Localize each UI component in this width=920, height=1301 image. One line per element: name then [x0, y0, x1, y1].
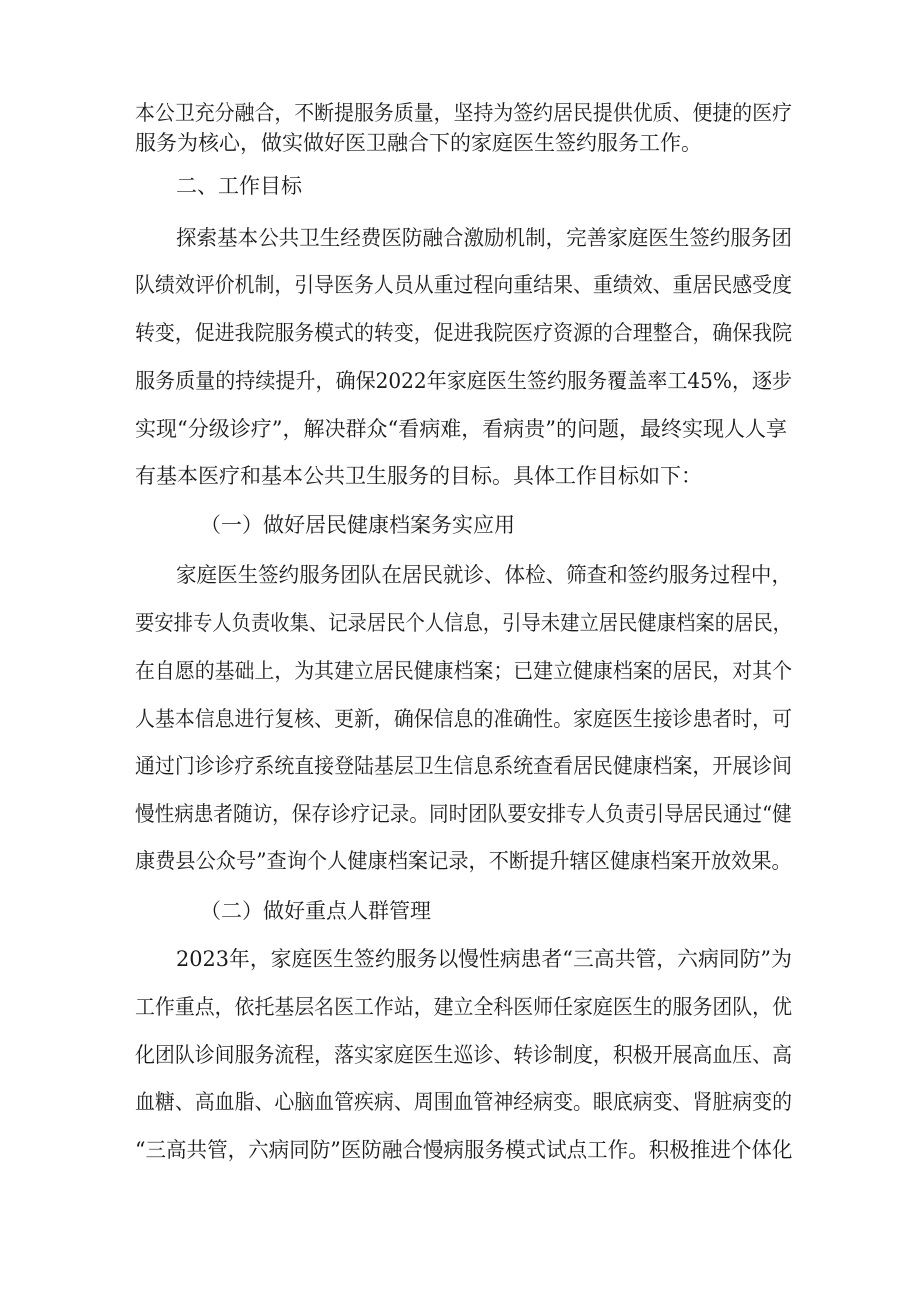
- body-line: 通过门诊诊疗系统直接登陆基层卫生信息系统查看居民健康档案，开展诊间: [135, 754, 792, 778]
- body-line: 队绩效评价机制，引导医务人员从重过程向重结果、重绩效、重居民感受度: [135, 273, 792, 297]
- subsection-heading: （一）做好居民健康档案务实应用: [200, 513, 515, 537]
- paragraph-first-line: 2023年，家庭医生签约服务以慢性病患者“三高共管，六病同防”为: [176, 947, 792, 971]
- body-line: 化团队诊间服务流程，落实家庭医生巡诊、转诊制度，积极开展高血压、高: [135, 1043, 792, 1067]
- subsection-heading: （二）做好重点人群管理: [200, 899, 431, 923]
- body-line: 慢性病患者随访，保存诊疗记录。同时团队要安排专人负责引导居民通过“健: [135, 802, 792, 826]
- paragraph-first-line: 探索基本公共卫生经费医防融合激励机制，完善家庭医生签约服务团: [176, 226, 792, 250]
- body-line: “三高共管，六病同防”医防融合慢病服务模式试点工作。积极推进个体化: [135, 1138, 793, 1162]
- body-line: 有基本医疗和基本公共卫生服务的目标。具体工作目标如下：: [135, 464, 702, 488]
- body-line: 本公卫充分融合，不断提服务质量，坚持为签约居民提供优质、便捷的医疗: [135, 101, 792, 125]
- section-heading: 二、工作目标: [176, 174, 302, 198]
- body-line: 实现“分级诊疗”，解决群众“看病难，看病贵”的问题，最终实现人人享: [135, 417, 787, 441]
- body-line: 血糖、高血脂、心脑血管疾病、周围血管神经病变。眼底病变、肾脏病变的: [135, 1090, 792, 1114]
- body-line: 要安排专人负责收集、记录居民个人信息，引导未建立居民健康档案的居民，: [135, 611, 792, 635]
- body-line: 工作重点，依托基层名医工作站，建立全科医师任家庭医生的服务团队，优: [135, 995, 792, 1019]
- body-line: 服务质量的持续提升，确保2022年家庭医生签约服务覆盖率工45%，逐步: [135, 369, 793, 393]
- paragraph-first-line: 家庭医生签约服务团队在居民就诊、体检、筛查和签约服务过程中，: [176, 563, 792, 587]
- body-line: 康费县公众号”查询个人健康档案记录，不断提升辖区健康档案开放效果。: [135, 849, 792, 873]
- body-line: 人基本信息进行复核、更新，确保信息的准确性。家庭医生接诊患者时，可: [135, 707, 792, 731]
- body-line: 转变，促进我院服务模式的转变，促进我院医疗资源的合理整合，确保我院: [135, 321, 792, 345]
- body-line: 服务为核心，做实做好医卫融合下的家庭医生签约服务工作。: [135, 131, 702, 155]
- body-line: 在自愿的基础上，为其建立居民健康档案；已建立健康档案的居民，对其个: [135, 659, 792, 683]
